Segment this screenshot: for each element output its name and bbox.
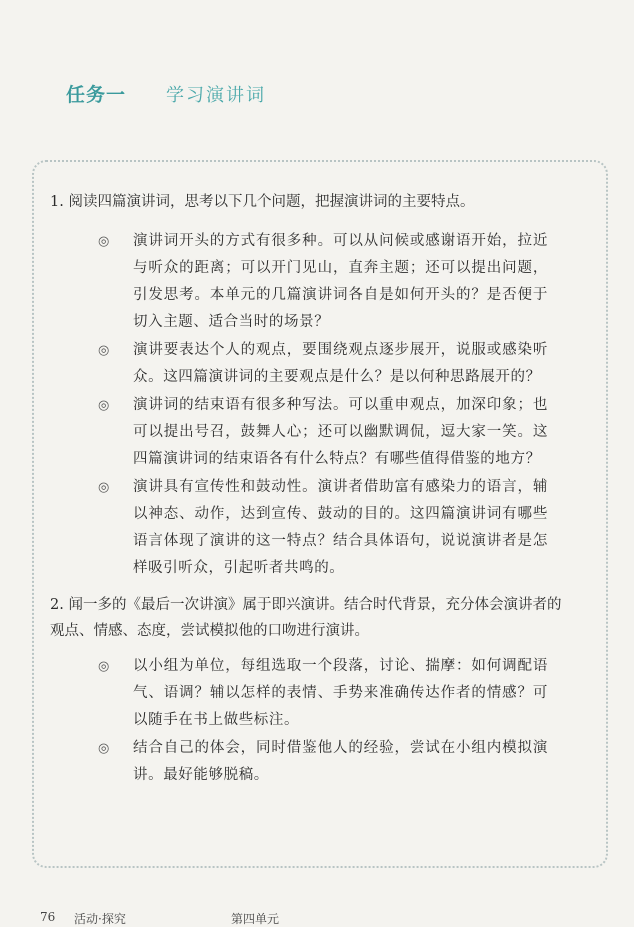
bullet-icon: ◎: [98, 234, 110, 249]
question-1: 1. 阅读四篇演讲词，思考以下几个问题，把握演讲词的主要特点。: [50, 194, 475, 210]
bullet-item: [98, 228, 548, 336]
question-2: 2. 闻一多的《最后一次讲演》属于即兴演讲。结合时代背景，充分体会演讲者的观点、情感、态度，尝试模拟他的口吻进行演讲。: [50, 597, 562, 639]
bullet-text: 演讲具有宣传性和鼓动性。演讲者借助富有感染力的语言，辅以神态、动作，达到宣传、鼓动的目的。这四篇演讲词有哪些语言体现了演讲的这一特点？结合具体语句，说说演讲者是怎样吸引听众，引起听者共鸣的。: [133, 479, 548, 576]
bullet-text: 以小组为单位，每组选取一个段落，讨论、揣摩：如何调配语气、语调？辅以怎样的表情、手势来准确传达作者的情感？可以随手在书上做些标注。: [133, 658, 548, 728]
page-footer: [0, 910, 634, 927]
question-2-bullets: [98, 653, 548, 790]
bullet-icon: ◎: [98, 343, 110, 358]
bullet-text: 演讲词开头的方式有很多种。可以从问候或感谢语开始，拉近与听众的距离；可以开门见山，直奔主题；还可以提出问题，引发思考。本单元的几篇演讲词各自是如何开头的？是否便于切入主题、适合当时的场景？: [133, 233, 548, 330]
bullet-text: 结合自己的体会，同时借鉴他人的经验，尝试在小组内模拟演讲。最好能够脱稿。: [133, 740, 548, 783]
bullet-item: [98, 474, 548, 582]
question-1-bullets: [98, 228, 548, 583]
bullet-item: [98, 735, 548, 789]
bullet-text: 演讲要表达个人的观点，要围绕观点逐步展开，说服或感染听众。这四篇演讲词的主要观点是什么？是以何种思路展开的？: [133, 342, 548, 385]
bullet-item: [98, 337, 548, 391]
bullet-icon: ◎: [98, 659, 110, 674]
task-title: 学习演讲词: [166, 85, 267, 106]
bullet-icon: ◎: [98, 480, 110, 495]
page-number: 76: [40, 910, 56, 924]
bullet-text: 演讲词的结束语有很多种写法。可以重申观点，加深印象；也可以提出号召，鼓舞人心；还可以幽默调侃，逗大家一笑。这四篇演讲词的结束语各有什么特点？有哪些值得借鉴的地方？: [133, 397, 548, 467]
task-header: [66, 80, 266, 107]
unit-name: 第四单元: [231, 912, 280, 926]
bullet-item: [98, 392, 548, 473]
bullet-item: [98, 653, 548, 734]
section-name: 活动·探究: [74, 912, 126, 926]
task-number: 任务一: [66, 84, 127, 106]
bullet-icon: ◎: [98, 741, 110, 756]
bullet-icon: ◎: [98, 398, 110, 413]
